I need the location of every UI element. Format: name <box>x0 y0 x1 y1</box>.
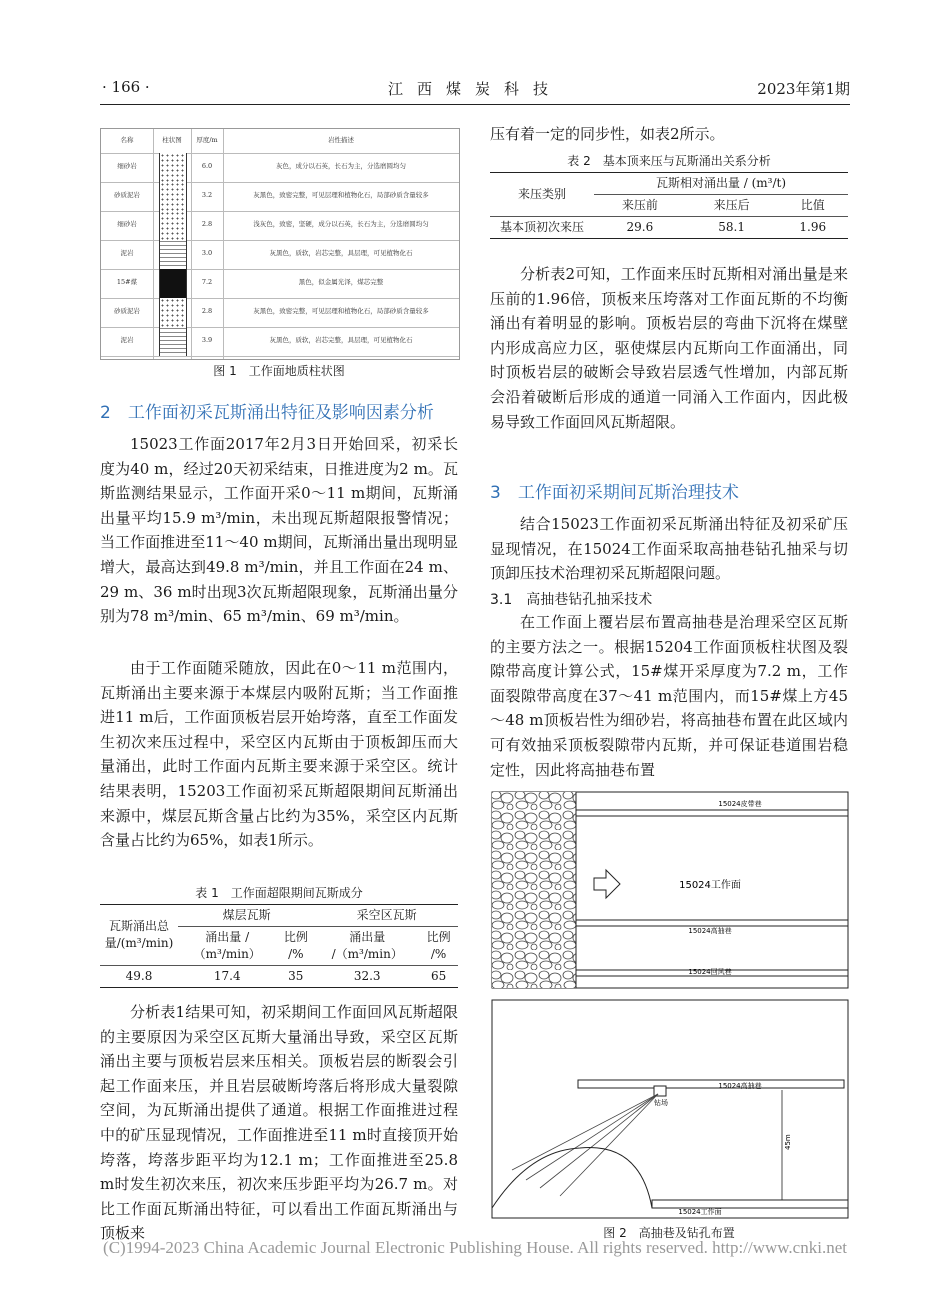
fig1-header-desc: 岩性描述 <box>328 136 354 144</box>
right-paragraph-4: 分析表2可知，工作面来压时瓦斯相对涌出量是来压前的1.96倍，顶板来压垮落对工作面瓦斯的不均衡涌出有着明显的影响。顶板岩层的弯曲下沉将在煤壁内形成高应力区，驱使煤层内瓦斯向工作面涌出，同时顶板岩层的破断会导致岩层透气性增加，内部瓦斯会沿着破断后形成的通道一同涌入工作面内，因此极易导致工作面回风瓦斯超限。 <box>490 265 848 431</box>
subsection-3-1: 3.1 高抽巷钻孔抽采技术 <box>490 592 653 608</box>
figure2-caption: 图 2 高抽巷及钻孔布置 <box>603 1226 735 1240</box>
table1-header-total: 瓦斯涌出总量/(m³/min) <box>104 919 174 950</box>
table2-header-type: 来压类别 <box>517 187 566 201</box>
journal-name: 江西煤炭科技 <box>387 80 562 98</box>
fig1-row-name: 泥岩 <box>120 249 134 257</box>
table2-sub: 比值 <box>800 198 825 212</box>
table2-cell: 1.96 <box>799 220 827 234</box>
fig1-row-desc: 灰黑色，质软，岩芯完整，具层理，可见植物化石 <box>269 336 413 344</box>
fig1-header-thickness: 厚度/m <box>196 136 218 144</box>
fig1-row-desc: 灰色，成分以石英，长石为主，分选磨圆均匀 <box>276 162 406 170</box>
section2-heading: 2 工作面初采瓦斯涌出特征及影响因素分析 <box>100 403 434 423</box>
fig1-header-column: 柱状图 <box>162 136 182 144</box>
fig1-row-desc: 灰黑色，质软，岩芯完整，具层理，可见植物化石 <box>269 249 413 257</box>
fig1-row-thickness: 6.0 <box>201 162 213 170</box>
fig1-row-desc: 灰黑色，致密完整，可见层理和植物化石，局部砂质含量较多 <box>253 307 429 315</box>
figure1-caption: 图 1 工作面地质柱状图 <box>213 364 345 378</box>
fig1-row-thickness: 3.2 <box>201 191 213 199</box>
fig1-row-name: 砂质泥岩 <box>114 191 140 199</box>
fig2-drill-site <box>654 1086 666 1096</box>
fig1-row-desc: 浅灰色，致密，坚硬，成分以石英，长石为主，分选磨圆均匀 <box>253 220 429 228</box>
fig2-label-highdrain: 15024高抽巷 <box>688 927 732 935</box>
figure1-stratigraphic-column <box>100 128 460 360</box>
table1-cell: 32.3 <box>353 969 381 983</box>
copyright-footer: (C)1994-2023 China Academic Journal Electronic Publishing House. All rights reserved. http://www.cnki.net <box>103 1238 847 1257</box>
table1-cell: 49.8 <box>125 969 153 983</box>
right-paragraph-6: 在工作面上覆岩层布置高抽巷是治理采空区瓦斯的主要方法之一。根据15204工作面顶板柱状图及裂隙带高度计算公式，15#煤开采厚度为7.2 m，工作面裂隙带高度在37～41 m范围内，而15#煤上方45～48 m顶板岩性为细砂岩，将高抽巷布置在此区域内可有效抽采顶板裂隙带内瓦斯，并可保证巷道围岩稳定性，因此将高抽巷布置 <box>490 613 848 779</box>
left-paragraph-2: 由于工作面随采随放，因此在0～11 m范围内，瓦斯涌出主要来源于本煤层内吸附瓦斯；当工作面推进11 m后，工作面顶板岩层开始垮落，直至工作面发生初次来压过程中，采空区内瓦斯由于顶板卸压而大量涌出，此时工作面内瓦斯主要来源于采空区。统计结果表明，15203工作面初采瓦斯超限期间瓦斯涌出来源中，煤层瓦斯含量占比约为35%，采空区内瓦斯含量占比约为65%，如表1所示。 <box>100 659 458 850</box>
fig1-column-block <box>159 240 187 269</box>
fig2-label-belt: 15024皮带巷 <box>718 800 762 808</box>
table2-cell: 58.1 <box>718 220 745 234</box>
fig1-row-thickness: 7.2 <box>201 278 213 286</box>
fig1-row-thickness: 3.0 <box>201 249 213 257</box>
fig2-bottom-frame <box>492 1000 848 1218</box>
table1-cell: 65 <box>430 969 447 983</box>
fig1-column-block <box>159 182 187 211</box>
fig1-row-desc: 黑色，似金属光泽，煤芯完整 <box>298 278 384 286</box>
fig1-row-name: 砂质泥岩 <box>114 307 140 315</box>
figure2-drawing <box>490 790 850 1220</box>
table2-sub: 来压前 <box>621 198 658 212</box>
fig2-label-face-2: 15024工作面 <box>678 1208 722 1216</box>
fig1-column-block <box>159 327 187 356</box>
fig1-row-name: 细砂岩 <box>117 220 137 228</box>
fig2-label-face: 15024工作面 <box>679 880 741 891</box>
fig2-highdrain-roadway <box>578 1080 844 1088</box>
table1-caption: 表 1 工作面超限期间瓦斯成分 <box>195 886 363 900</box>
table2 <box>490 172 848 239</box>
table2-sub: 来压后 <box>713 198 750 212</box>
fig1-header-name: 名称 <box>120 136 134 144</box>
fig2-label-45m: 45m <box>784 1134 792 1150</box>
table1 <box>100 904 458 988</box>
fig1-row-thickness: 2.8 <box>201 307 213 315</box>
left-paragraph-3: 分析表1结果可知，初采期间工作面回风瓦斯超限的主要原因为采空区瓦斯大量涌出导致，采空区瓦斯涌出主要与顶板岩层来压相关。顶板岩层的断裂会引起工作面来压，并且岩层破断垮落后将形成大量裂隙空间，为瓦斯涌出提供了通道。根据工作面推进过程中的矿压显现情况，工作面推进至11 m时直接顶开始垮落，垮落步距平均为12.1 m；工作面推进至25.8 m时发生初次来压，初次来压步距平均为26.7 m。对比工作面瓦斯涌出特征，可以看出工作面瓦斯涌出与顶板来 <box>100 1003 458 1243</box>
fig1-row-thickness: 2.8 <box>201 220 213 228</box>
fig1-row-name: 泥岩 <box>120 336 134 344</box>
section3-heading: 3 工作面初采期间瓦斯治理技术 <box>490 483 739 503</box>
fig1-column-block <box>159 153 187 182</box>
table1-header-coal: 煤层瓦斯 <box>178 905 315 927</box>
fig1-row-desc: 灰黑色，致密完整，可见层理和植物化石，局部砂质含量较多 <box>253 191 429 199</box>
table1-sub-0: 涌出量 / （m³/min） <box>193 930 261 961</box>
right-paragraph-0: 压有着一定的同步性，如表2所示。 <box>490 125 725 143</box>
fig2-face-roadway <box>652 1200 848 1208</box>
page-number: · 166 · <box>102 78 150 96</box>
issue-label: 2023年第1期 <box>757 80 850 98</box>
table1-cell: 17.4 <box>213 969 241 983</box>
table2-header-rel: 瓦斯相对涌出量 / (m³/t) <box>594 173 848 195</box>
fig1-row-name: 细砂岩 <box>117 162 137 170</box>
page-header <box>100 78 850 105</box>
fig1-row-thickness: 3.9 <box>201 336 213 344</box>
fig1-column-block <box>159 269 187 298</box>
table1-sub-3: 比例 /% <box>426 930 451 961</box>
fig1-row-name: 15#煤 <box>116 278 138 286</box>
fig1-column-block <box>159 298 187 327</box>
fig1-column-block <box>159 211 187 240</box>
table1-cell: 35 <box>288 969 304 983</box>
table1-sub-2: 涌出量 /（m³/min） <box>331 930 403 961</box>
right-paragraph-5: 结合15023工作面初采瓦斯涌出特征及初采矿压显现情况，在15024工作面采取高抽巷钻孔抽采与切顶卸压技术治理初采瓦斯超限问题。 <box>490 515 848 583</box>
fig2-label-highdrain-2: 15024高抽巷 <box>718 1082 762 1090</box>
fig2-label-drill: 钻场 <box>654 1099 668 1107</box>
table2-caption: 表 2 基本顶来压与瓦斯涌出关系分析 <box>567 154 771 168</box>
table2-cell: 29.6 <box>626 220 654 234</box>
left-paragraph-1: 15023工作面2017年2月3日开始回采，初采长度为40 m，经过20天初采结束，日推进度为2 m。瓦斯监测结果显示，工作面开采0～11 m期间，瓦斯涌出量平均15.9 m³/min，未出现瓦斯超限报警情况；当工作面推进至11～40 m期间，瓦斯涌出量出现明显增大，最高达到49.8 m³/min，并且工作面在24 m、29 m、36 m时出现3次瓦斯超限现象，瓦斯涌出量分别为78 m³/min、65 m³/min、69 m³/min。 <box>100 435 458 626</box>
table1-sub-1: 比例 /% <box>283 930 308 961</box>
table2-cell: 基本顶初次来压 <box>499 220 584 234</box>
fig2-goaf-zone <box>492 792 576 988</box>
fig2-label-return: 15024回风巷 <box>688 968 732 976</box>
table1-header-goaf: 采空区瓦斯 <box>315 905 458 927</box>
